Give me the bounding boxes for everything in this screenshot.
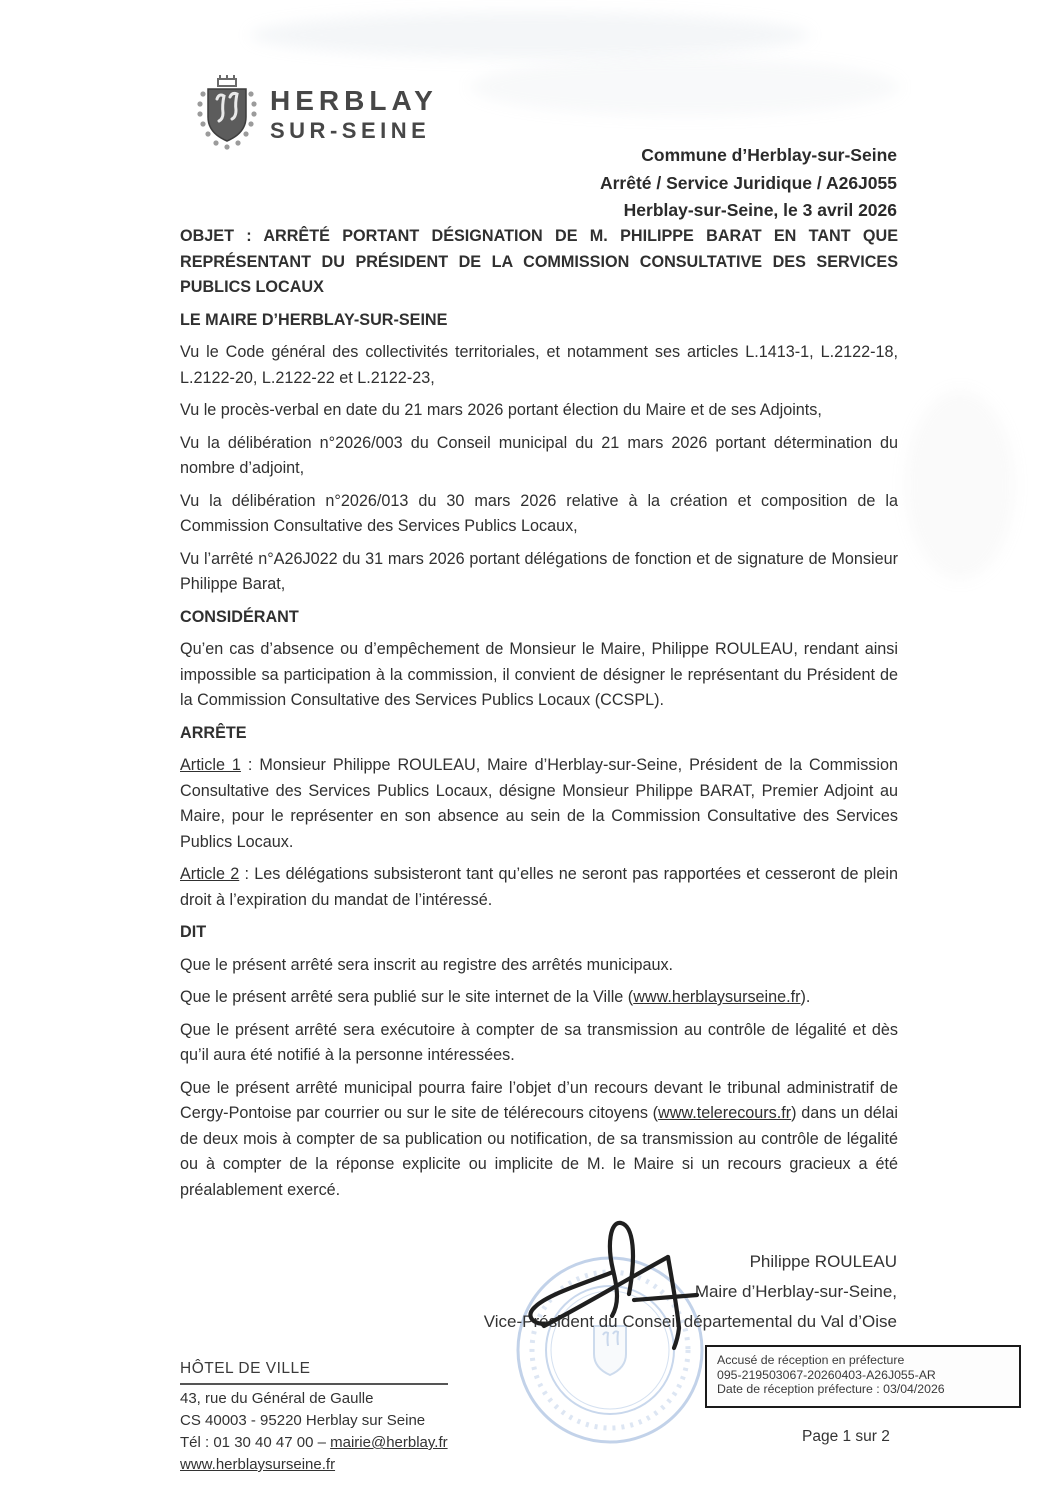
article-2-separator: : bbox=[239, 865, 255, 883]
article-1-paragraph bbox=[180, 753, 898, 855]
townhall-address-line1: 43, rue du Général de Gaulle bbox=[180, 1390, 374, 1407]
phone-number: Tél : 01 30 40 47 00 – bbox=[180, 1434, 331, 1451]
city-name-line1: HERBLAY bbox=[270, 85, 438, 116]
letterhead-block bbox=[600, 142, 897, 225]
reference-line: Arrêté / Service Juridique / A26J055 bbox=[599, 172, 897, 193]
article-2-label: Article 2 bbox=[180, 865, 240, 883]
signatory-name: Philippe ROULEAU bbox=[749, 1252, 897, 1271]
considerant-paragraph: Qu’en cas d’absence ou d’empêchement de Monsieur le Maire, Philippe ROULEAU, rendant ainsi impossible sa participation à la commission, il convient de désigner le représentant du Président de la Commission Consultative des Services Publics Locaux (CCSPL). bbox=[180, 640, 898, 709]
city-logo-wordmark bbox=[270, 86, 438, 144]
recital-paragraph: Vu la délibération n°2026/013 du 30 mars 2026 relative à la création et composition de la Commission Consultative des Services Publics Locaux, bbox=[180, 491, 898, 535]
arrete-heading: ARRÊTE bbox=[180, 723, 247, 742]
townhall-website-link: www.herblaysurseine.fr bbox=[180, 1456, 336, 1473]
page-number: Page 1 sur 2 bbox=[802, 1428, 890, 1445]
mayor-heading: LE MAIRE D’HERBLAY-SUR-SEINE bbox=[180, 310, 448, 329]
dit-item-publication-text: Que le présent arrêté sera publié sur le site internet de la Ville ( bbox=[180, 988, 634, 1006]
city-coat-of-arms-icon bbox=[194, 72, 260, 157]
recital-paragraph: Vu l’arrêté n°A26J022 du 31 mars 2026 portant délégations de fonction et de signature de Monsieur Philippe Barat, bbox=[180, 549, 898, 593]
townhall-phone-line bbox=[180, 1432, 448, 1454]
recital-paragraph: Vu la délibération n°2026/003 du Conseil municipal du 21 mars 2026 portant détermination du nombre d’adjoint, bbox=[180, 433, 898, 477]
dit-item-executoire: Que le présent arrêté sera exécutoire à compter de sa transmission au contrôle de légalité et dès qu’il aura été notifié à la personne intéressées. bbox=[180, 1020, 898, 1064]
city-website-link: www.herblaysurseine.fr bbox=[633, 988, 801, 1006]
prefecture-reception-box bbox=[705, 1345, 1021, 1408]
reception-line-3: Date de réception préfecture : 03/04/2026 bbox=[717, 1382, 945, 1396]
dit-item-recours bbox=[180, 1076, 898, 1204]
city-name-line2: SUR-SEINE bbox=[270, 118, 431, 143]
dit-heading: DIT bbox=[180, 923, 207, 941]
handwritten-signature bbox=[516, 1210, 721, 1360]
article-2-text: Les délégations subsisteront tant qu’elles ne seront pas rapportées et cesseront de plein droit à l’expiration du mandat de l’intéressé. bbox=[180, 865, 898, 909]
date-line: Herblay-sur-Seine, le 3 avril 2026 bbox=[623, 200, 897, 220]
dit-item-recours-text: Que le présent arrêté municipal pourra faire l’objet d’un recours devant le tribunal administratif de Cergy-Pontoise par courrier ou sur le site de télérecours citoyens ( bbox=[180, 1078, 898, 1122]
dit-item-recours-end: ) dans un délai de deux mois à compter de sa publication ou notification, de sa transmission au contrôle de légalité ou à compter de la réponse explicite ou implicite de M. le Maire si un recours gracieux a été préalablement exercé. bbox=[180, 1104, 898, 1199]
townhall-email-link: mairie@herblay.fr bbox=[330, 1434, 448, 1451]
recital-paragraph: Vu le procès-verbal en date du 21 mars 2026 portant élection du Maire et de ses Adjoints, bbox=[180, 401, 822, 419]
commune-line: Commune d’Herblay-sur-Seine bbox=[641, 145, 897, 165]
signatory-title-2: Vice-Président du Conseil départemental du Val d’Oise bbox=[483, 1312, 897, 1331]
article-1-separator: : bbox=[240, 756, 260, 774]
article-1-label: Article 1 bbox=[180, 756, 241, 774]
scan-noise bbox=[905, 390, 1015, 580]
recital-paragraph: Vu le Code général des collectivités territoriales, et notamment ses articles L.1413-1, L.2122-18, L.2122-20, L.2122-22 et L.2122-23, bbox=[180, 343, 898, 387]
townhall-name: HÔTEL DE VILLE bbox=[180, 1358, 448, 1385]
dit-item-publication-end: ). bbox=[800, 988, 811, 1006]
dit-item-register: Que le présent arrêté sera inscrit au registre des arrêtés municipaux. bbox=[180, 955, 674, 974]
townhall-contact-block bbox=[180, 1358, 448, 1476]
considerant-heading: CONSIDÉRANT bbox=[180, 607, 299, 626]
telerecours-link: www.telerecours.fr bbox=[658, 1104, 792, 1122]
dit-item-publication bbox=[180, 985, 898, 1011]
scan-noise bbox=[250, 12, 810, 58]
townhall-address-line2: CS 40003 - 95220 Herblay sur Seine bbox=[180, 1412, 426, 1429]
article-2-paragraph bbox=[180, 862, 898, 913]
document-body bbox=[180, 224, 898, 1210]
scan-noise bbox=[470, 58, 900, 116]
reception-line-2: 095-219503067-20260403-A26J055-AR bbox=[717, 1367, 936, 1382]
signatory-title-1: Maire d’Herblay-sur-Seine, bbox=[694, 1282, 897, 1301]
subject-paragraph: OBJET : ARRÊTÉ PORTANT DÉSIGNATION DE M. PHILIPPE BARAT EN TANT QUE REPRÉSENTANT DU PRÉSIDENT DE LA COMMISSION CONSULTATIVE DES SERVICES PUBLICS LOCAUX bbox=[180, 227, 898, 296]
reception-line-1: Accusé de réception en préfecture bbox=[717, 1353, 905, 1367]
article-1-text: Monsieur Philippe ROULEAU, Maire d’Herblay-sur-Seine, Président de la Commission Consultative des Services Publics Locaux, désigne Monsieur Philippe BARAT, Premier Adjoint au Maire, pour le représenter en son absence au sein de la Commission Consultative des Services Publics Locaux. bbox=[180, 756, 898, 851]
